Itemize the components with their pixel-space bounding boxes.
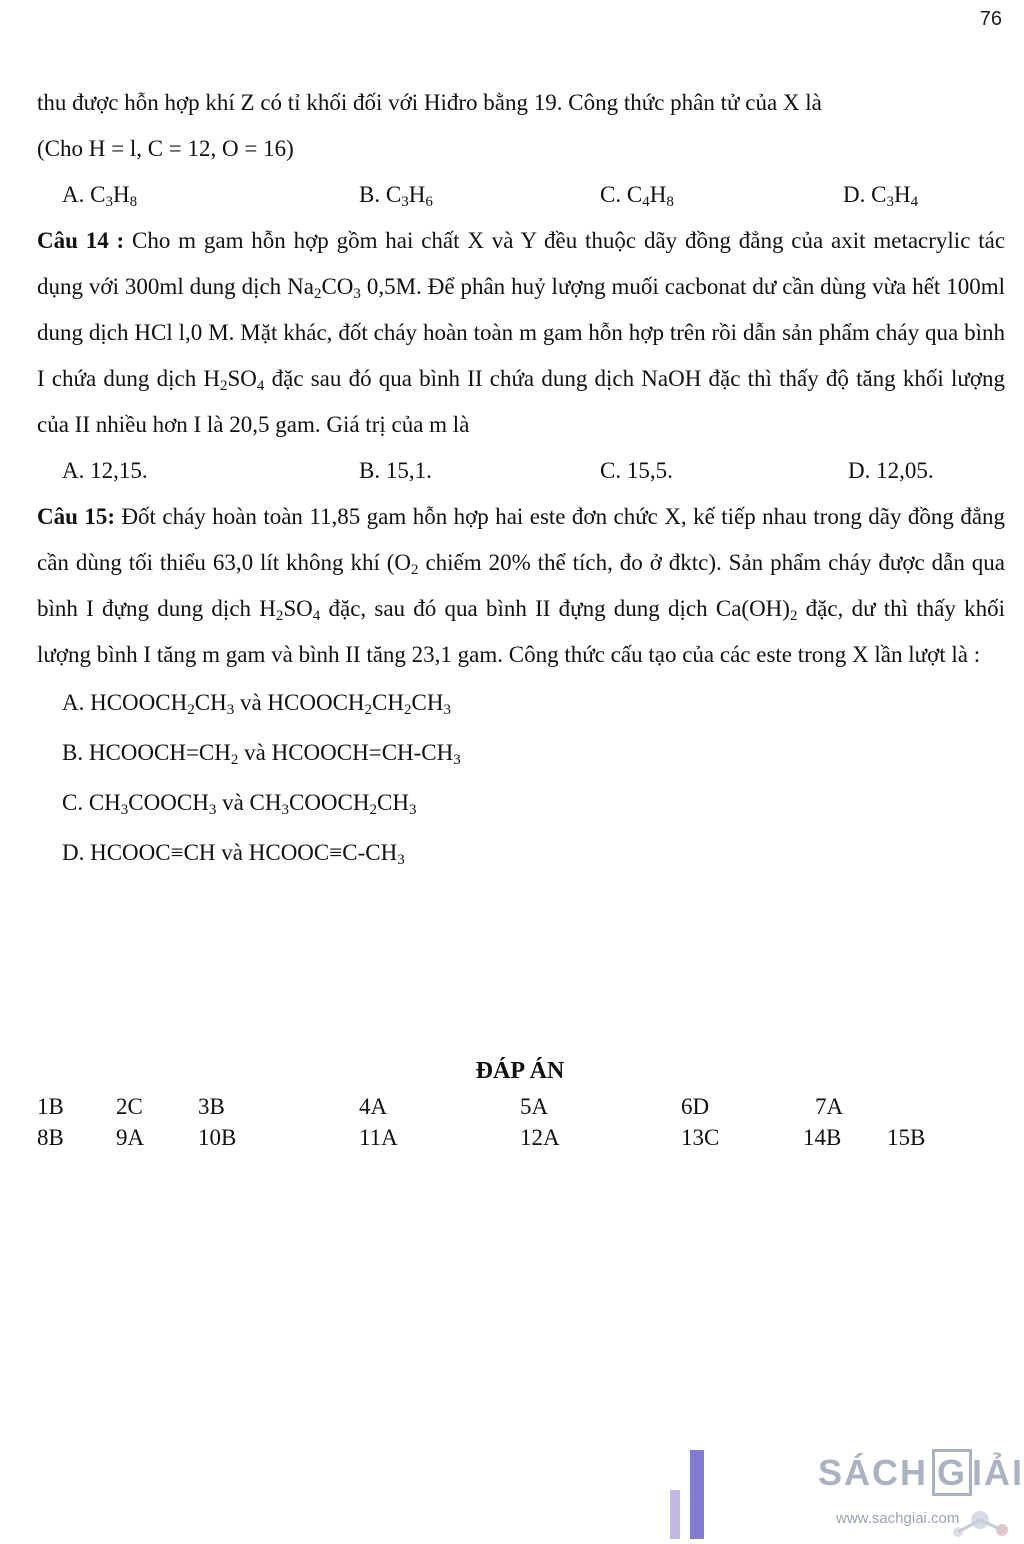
q14-label: Câu 14 : xyxy=(37,228,125,253)
answer-cell: 10B xyxy=(198,1125,237,1150)
question-14: Câu 14 : Cho m gam hỗn hợp gồm hai chất X và Y đều thuộc dãy đồng đẳng của axit metacrylic tác dụng với 300ml dung dịch $Na_2CO_3$ 0,5M. Để phân huỷ lượng muối cacbonat dư cần dùng vừa hết 100ml dung dịch HCl l,0 M. Mặt khác, đốt cháy hoàn toàn m gam hỗn hợp trên rồi dẫn sản phẩm cháy qua bình I chứa dung dịch $H_2SO_4$ đặc sau đó qua bình II chứa dung dịch NaOH đặc thì thấy độ tăng khối lượng của II nhiều hơn I là 20,5 gam. Giá trị của m là xyxy=(37,228,1006,437)
q13-text-line2: (Cho H = l, C = 12, O = 16) xyxy=(37,136,294,161)
sachgiai-watermark-logo xyxy=(640,1430,1024,1539)
answer-row-1 xyxy=(0,1094,1024,1124)
q15-option-a: A. $HCOOCH_2CH_3$ và $HCOOCH_2CH_2CH_3$ xyxy=(62,690,451,718)
q14-option-d: D. 12,05. xyxy=(848,458,934,483)
q15-option-d: D. HCOOC≡CH và $HCOOC\equiv C-CH_3$ xyxy=(62,840,405,868)
answer-cell: 14B xyxy=(803,1125,842,1150)
document-body xyxy=(37,80,1005,878)
page-number: 76 xyxy=(979,8,1002,30)
answer-cell: 2C xyxy=(116,1094,143,1119)
question-13-tail xyxy=(37,80,1005,172)
q14-option-a: A. 12,15. xyxy=(62,458,148,483)
answer-cell: 11A xyxy=(359,1125,398,1150)
q14-text: Cho m gam hỗn hợp gồm hai chất X và Y đều thuộc dãy đồng đẳng của axit metacrylic tác dụng với 300ml dung dịch Na xyxy=(37,228,1006,299)
answer-cell: 4A xyxy=(359,1094,388,1119)
q14-options xyxy=(37,448,1005,494)
q14-option-b: B. 15,1. xyxy=(359,458,432,483)
q15-option-b: B. $HCOOCH=CH_2$ và $HCOOCH=CH-CH_3$ xyxy=(62,740,461,768)
q13-text-line1: thu được hỗn hợp khí Z có tỉ khối đối với Hiđro bằng 19. Công thức phân tử của X là xyxy=(37,90,822,115)
answer-cell: 1B xyxy=(37,1094,64,1119)
answer-cell: 7A xyxy=(815,1094,844,1119)
answer-cell: 13C xyxy=(681,1125,720,1150)
answer-cell: 6D xyxy=(681,1094,710,1119)
q14-option-c: C. 15,5. xyxy=(600,458,673,483)
q13-option-b: B. $C_3H_6$ xyxy=(359,182,433,210)
q15-label: Câu 15: xyxy=(37,504,115,529)
answer-cell: 15B xyxy=(887,1125,926,1150)
q15-option-c: C. $CH_3COOCH_3$ và $CH_3COOCH_2CH_3$ xyxy=(62,790,417,818)
question-15: Câu 15: Đốt cháy hoàn toàn 11,85 gam hỗn hợp hai este đơn chức X, kế tiếp nhau trong dãy đồng đẳng cần dùng tối thiểu 63,0 lít không khí ($O_2$ chiếm 20% thể tích, đo ở đktc). Sản phẩm cháy được dẫn qua bình I đựng dung dịch $H_2SO_4$ đặc, sau đó qua bình II đựng dung dịch $Ca(OH)_2$ đặc, dư thì thấy khối lượng bình I tăng m gam và bình II tăng 23,1 gam. Công thức cấu tạo của các este trong X lần lượt là : xyxy=(37,504,1006,667)
watermark-url: www.sachgiai.com xyxy=(836,1510,960,1527)
q13-option-c: C. $C_4H_8$ xyxy=(600,182,674,210)
answer-row-2 xyxy=(0,1125,1024,1155)
q13-option-d: D. $C_3H_4$ xyxy=(843,182,919,210)
answer-cell: 3B xyxy=(198,1094,225,1119)
answer-cell: 5A xyxy=(520,1094,549,1119)
answer-cell: 8B xyxy=(37,1125,64,1150)
answer-cell: 9A xyxy=(116,1125,145,1150)
q13-options xyxy=(37,172,1005,218)
watermark-brand: SÁCH G IẢI xyxy=(818,1452,1024,1494)
answer-key-title: ĐÁP ÁN xyxy=(475,1058,565,1084)
q15-text: Đốt cháy hoàn toàn 11,85 gam hỗn hợp hai este đơn chức X, kế tiếp nhau trong dãy đồng đẳng cần dùng tối thiểu 63,0 lít không khí (O xyxy=(37,504,1006,575)
q13-option-a: A. $C_3H_8$ xyxy=(62,182,138,210)
answer-cell: 12A xyxy=(520,1125,560,1150)
